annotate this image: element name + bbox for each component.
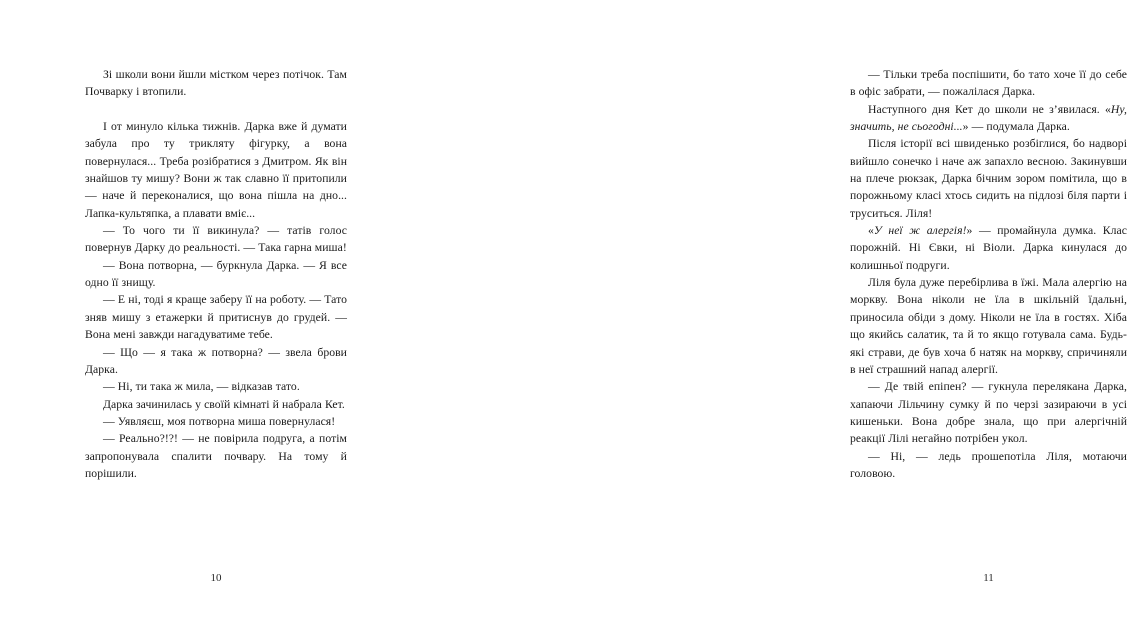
paragraph: Наступного дня Кет до школи не з’явилася. «Ну, значить, не сьогодні...» — подумала Дарка. xyxy=(850,102,1127,134)
paragraph: — Е ні, тоді я краще заберу її на роботу. — Тато зняв мишу з етажерки й притиснув до грудей. — Вона мені завжди нагадуватиме тебе. xyxy=(85,293,347,342)
italic-phrase: У неї ж алергія! xyxy=(873,224,967,238)
paragraph: — Де твій епіпен? — гукнула перелякана Дарка, хапаючи Лільчину сумку й по черзі зазираючи в усі кишеньки. Вона добре знала, що при алергічній реакції Лілі негайно потрібен укол. xyxy=(850,380,1127,446)
page-number-left: 10 xyxy=(210,572,222,584)
paragraph: Після історії всі швиденько розбіглися, бо надворі вийшло сонечко і наче аж запахло весною. Закинувши на плече рюкзак, Дарка бічним зором помітила, що в порожньому класі хтось сидить на підлозі біля парти і труситься. Ліля! xyxy=(850,137,1127,220)
paragraph: — То чого ти її викинула? — татів голос повернув Дарку до реальності. — Така гарна миша! xyxy=(85,224,347,255)
page-right-textblock xyxy=(850,66,1127,482)
paragraph: — Ні, ти така ж мила, — відказав тато. xyxy=(103,380,300,394)
paragraph: Дарка зачинилась у своїй кімнаті й набрала Кет. xyxy=(103,397,345,411)
page-left xyxy=(0,0,400,619)
paragraph: Зі школи вони йшли містком через потічок. Там Почварку і втопили. xyxy=(85,68,347,99)
page-right xyxy=(400,0,1127,619)
paragraph: Ліля була дуже перебірлива в їжі. Мала алергію на моркву. Вона ніколи не їла в шкільній їдальні, приносила обіди з дому. Ніколи не їла в гостях. Хіба що якийсь салатик, та й то якщо готувала сама. Будь-які страви, де був хоча б натяк на моркву, спричиняли в неї страшний напад алергії. xyxy=(850,276,1127,376)
italic-phrase: Ну, значить, не сьогодні... xyxy=(850,102,1127,134)
paragraph: — Що — я така ж потворна? — звела брови Дарка. xyxy=(85,345,347,376)
page-number-right: 11 xyxy=(983,572,994,584)
paragraph: — Реально?!?! — не повірила подруга, а потім запропонувала спалити почвару. На тому й порішили. xyxy=(85,432,347,480)
paragraph: І от минуло кілька тижнів. Дарка вже й думати забула про ту трикляту фігурку, а вона повернулася... Треба розібратися з Дмитром. Як він знайшов ту мишу? Вони ж так славно її притопили — наче й переконалися, що вона пішла на дно... Лапка-культяпка, а плавати вміє... xyxy=(85,120,347,220)
paragraph: — Тільки треба поспішити, бо тато хоче її до себе в офіс забрати, — пожалілася Дарка. xyxy=(850,68,1127,99)
page-left-textblock xyxy=(85,66,347,482)
paragraph: — Вона потворна, — буркнула Дарка. — Я все одно її знищу. xyxy=(85,258,347,290)
paragraph: — Ні, — ледь прошепотіла Ліля, мотаючи головою. xyxy=(850,449,1127,480)
paragraph: «У неї ж алергія!» — промайнула думка. Клас порожній. Ні Євки, ні Віоли. Дарка кинулася до колишньої подруги. xyxy=(850,224,1127,272)
paragraph: — Уявляєш, моя потворна миша повернулася! xyxy=(103,414,336,428)
